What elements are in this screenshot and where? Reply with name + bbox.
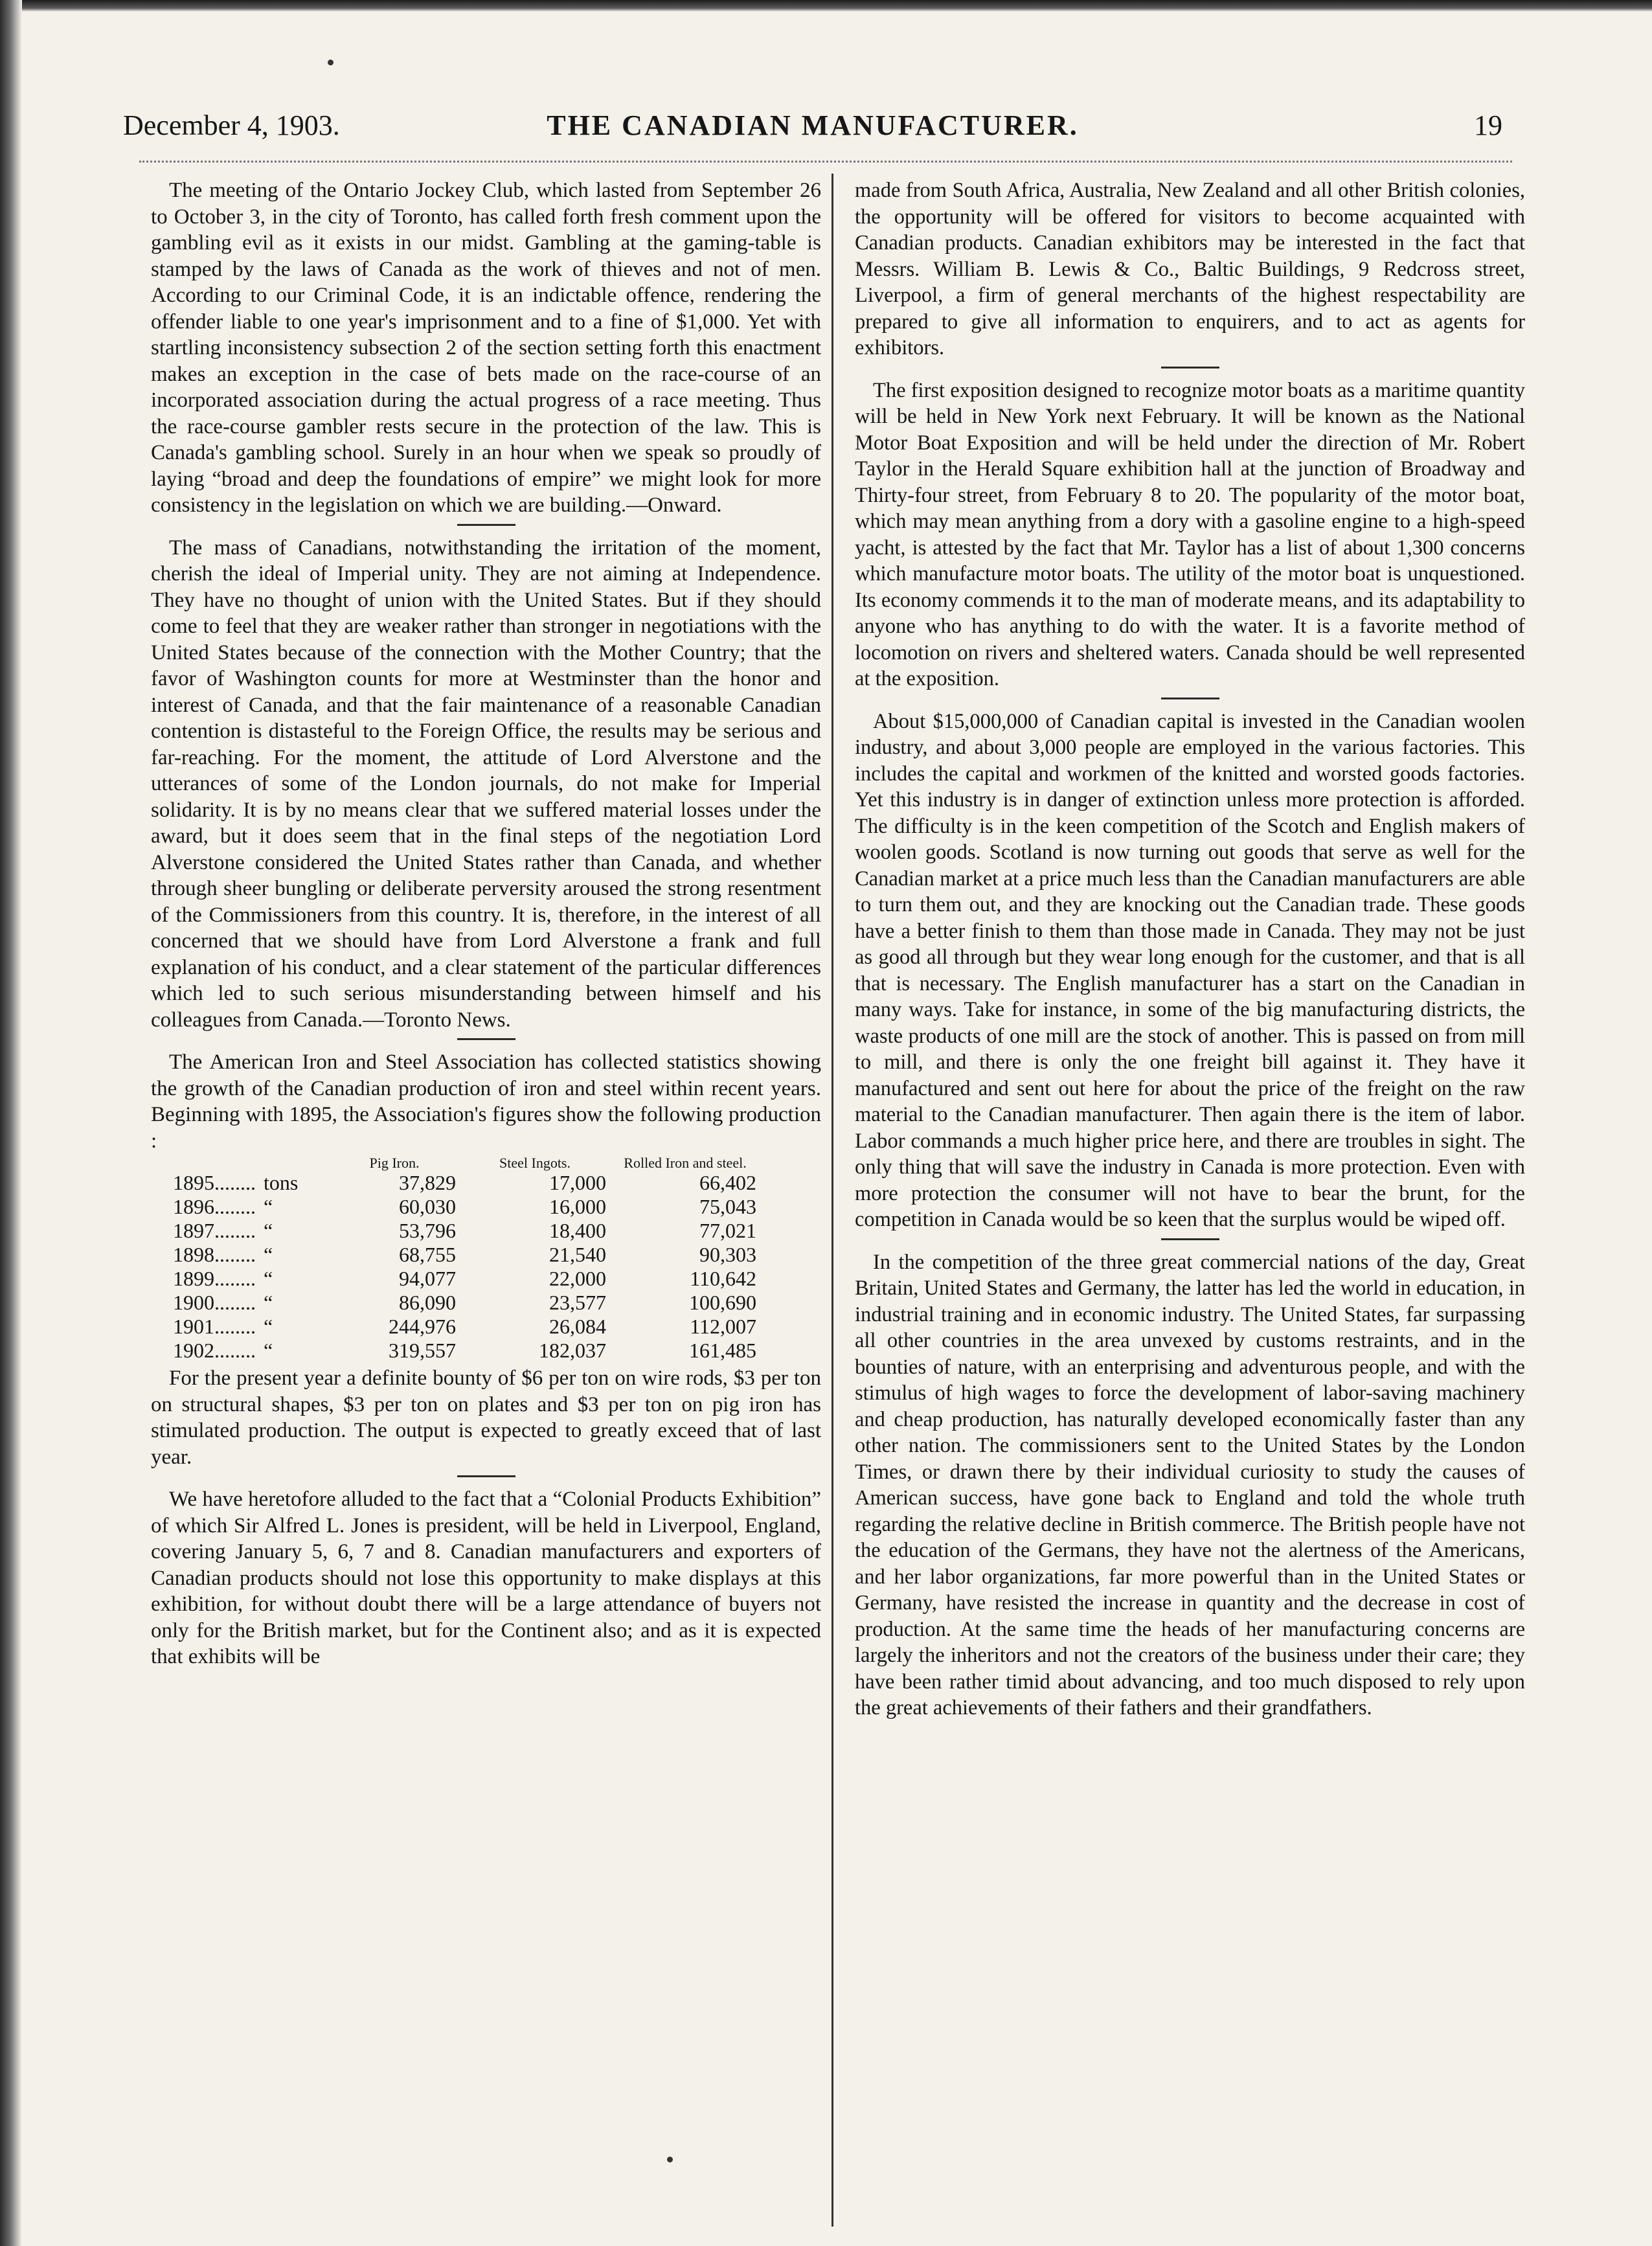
table-header-row: [169, 1155, 760, 1171]
scan-edge-left: [0, 0, 22, 2246]
article-imperial-unity: The mass of Canadians, notwithstanding the irritation of the moment, cherish the ideal of Imperial unity. They are not aiming at Independence. They have no thought of union with the United States. But if they should come to feel that they are weaker rather than stronger in negotiations with the United States because of the connection with the Mother Country; that the favor of Washington counts for more at Westminster than the honor and interest of Canada, and that the fair maintenance of a reasonable Canadian contention is distasteful to the Foreign Office, the results may be serious and far-reaching. For the moment, the attitude of Lord Alverstone and the utterances of some of the London journals, do not make for Imperial solidarity. It is by no means clear that we suffered material losses under the award, but it does seem that in the final steps of the negotiation Lord Alverstone considered the United States rather than Canada, and whether through sheer bungling or deliberate perversity aroused the strong resentment of the Commissioners from this country. It is, therefore, in the interest of all concerned that we should have from Lord Alverstone a frank and full explanation of his conduct, and a clear statement of the particular differences which led to such serious misunderstanding between himself and his colleagues from Canada.—Toronto News.: [151, 536, 821, 1032]
article-colonial-exhibition-continued: made from South Africa, Australia, New Zealand and all other British colonies, the opportunity will be offered for visitors to become acquainted with Canadian products. Canadian exhibitors may be interested in the fact that Messrs. William B. Lewis & Co., Baltic Buildings, 9 Redcross street, Liverpool, a firm of general merchants of the highest respectability are prepared to give all information to enquirers, and to act as agents for exhibitors.: [855, 179, 1525, 359]
article-woolen-industry: About $15,000,000 of Canadian capital is invested in the Canadian woolen industry, and about 3,000 people are employed in the various factories. This includes the capital and workmen of the knitted and worsted goods factories. Yet this industry is in danger of extinction unless more protection is afforded. The difficulty is in the keen competition of the Scotch and English makers of woolen goods. Scotland is now turning out goods that serve as well for the Canadian market at a price much less than the Canadian manufacturers are able to turn them out, and they are knocking out the Canadian trade. These goods have a better finish to them than those made in Canada. They may not be just as good all through but they wear long enough for the customer, and that is all that is necessary. The English manufacturer has a start on the Canadian in many ways. Take for instance, in some of the big manufacturing districts, the waste products of one mill are the stock of another. This is passed on from mill to mill, and there is only the one freight bill against it. They have it manufactured and sent out here for about the price of the freight on the raw material to the Canadian manufacturer. Then again there is the item of labor. Labor commands a much higher price here, and there are troubles in sight. The only thing that will save the industry in Canada is more protection. Even with more protection the consumer will not have to bear the brunt, for the competition in Canada would be so keen that the surplus would be wiped off.: [855, 709, 1525, 1231]
table-row: 1898........ “ 68,755 21,540 90,303: [173, 1243, 756, 1266]
article-separator: [1161, 698, 1219, 699]
publication-title: THE CANADIAN MANUFACTURER.: [547, 109, 1079, 141]
article-separator: [457, 524, 515, 526]
article-bounty: For the present year a definite bounty of $6 per ton on wire rods, $3 per ton on structural shapes, $3 per ton on plates and $3 per ton on pig iron has stimulated production. The output is expected to greatly exceed that of last year.: [151, 1367, 821, 1469]
article-colonial-exhibition: We have heretofore alluded to the fact that a “Colonial Products Exhibition” of which Sir Alfred L. Jones is president, will be held in Liverpool, England, covering January 5, 6, 7 and 8. Canadian manufacturers and exporters of Canadian products should not lose this opportunity to make displays at this exhibition, for without doubt there will be a large attendance of buyers not only for the British market, but for the Continent also; and as it is expected that exhibits will be: [151, 1488, 821, 1668]
ink-speck: [667, 2157, 673, 2162]
scan-edge-top: [0, 0, 1652, 12]
column-divider: [832, 174, 833, 2227]
article-separator: [1161, 367, 1219, 369]
article-commercial-nations: In the competition of the three great commercial nations of the day, Great Britain, United States and Germany, the latter has led the world in education, in industrial training and in economic industry. The United States, far surpassing all other countries in the area unvexed by customs restraints, and in the bounties of nature, with an enterprising and adventurous people, and with the stimulus of high wages to force the development of labor-saving machinery and cheap production, has naturally developed economically faster than any other nation. The commissioners sent to the United States by the London Times, or drawn there by their individual curiosity to study the causes of American success, have gone back to England and told the whole truth regarding the relative decline in British commerce. The British people have not the education of the Germans, they have not the alertness of the Americans, and her labor organizations, far more powerful than in the United States or Germany, have resisted the increase in quantity and the decrease in cost of production. At the same time the heads of her manufacturing concerns are largely the inheritors and not the creators of the business under their care; they have been rather timid about advancing, and too much disposed to rely upon the great achievements of their fathers and their grandfathers.: [855, 1250, 1525, 1719]
production-table: [169, 1155, 760, 1363]
table-row: 1895........ tons 37,829 17,000 66,402: [173, 1171, 756, 1194]
right-column: [855, 177, 1525, 1721]
article-separator: [457, 1038, 515, 1040]
page-header: [123, 109, 1502, 154]
column-header-rolled-iron: Rolled Iron and steel.: [624, 1155, 747, 1171]
column-header-pig-iron: Pig Iron.: [369, 1155, 420, 1171]
header-rule: [139, 161, 1512, 163]
article-separator: [457, 1475, 515, 1477]
article-separator: [1161, 1238, 1219, 1240]
article-motor-boats: The first exposition designed to recognize motor boats as a maritime quantity will be held in New York next February. It will be known as the National Motor Boat Exposition and will be held under the direction of Mr. Robert Taylor in the Herald Square exhibition hall at the junction of Broadway and Thirty-four street, from February 8 to 20. The popularity of the motor boat, which may mean anything from a dory with a gasoline engine to a high-speed yacht, is attested by the fact that Mr. Taylor has a list of about 1,300 concerns which manufacture motor boats. The utility of the motor boat is unquestioned. Its economy commends it to the man of moderate means, and its adaptability to anyone who has anything to do with the water. It is a favorite method of locomotion on rivers and sheltered waters. Canada should be well represented at the exposition.: [855, 378, 1525, 690]
left-column: [151, 177, 821, 1670]
column-header-steel-ingots: Steel Ingots.: [499, 1155, 571, 1171]
table-row: 1902........ “ 319,557 182,037 161,485: [173, 1339, 756, 1362]
page-number: 19: [1474, 109, 1502, 141]
article-jockey-club: The meeting of the Ontario Jockey Club, which lasted from September 26 to October 3, in the city of Toronto, has called forth fresh comment upon the gambling evil as it exists in our midst. Gambling at the gaming-table is stamped by the laws of Canada as the work of thieves and not of men. According to our Criminal Code, it is an indictable offence, rendering the offender liable to one year's imprisonment and to a fine of $1,000. Yet with startling inconsistency subsection 2 of the section setting forth this enactment makes an exception in the case of bets made on the race-course of an incorporated association during the actual progress of a race meeting. Thus the race-course gambler rests secure in the protection of the law. This is Canada's gambling school. Surely in an hour when we speak so proudly of laying “broad and deep the foundations of empire” we might look for more consistency in the legislation on which we are building.—Onward.: [151, 179, 821, 517]
article-iron-steel: The American Iron and Steel Association has collected statistics showing the growth of the Canadian production of iron and steel within recent years. Beginning with 1895, the Association's figures show the following production :: [151, 1050, 821, 1153]
issue-date: December 4, 1903.: [123, 109, 340, 141]
table-row: 1900........ “ 86,090 23,577 100,690: [173, 1291, 756, 1314]
table-row: 1896........ “ 60,030 16,000 75,043: [173, 1195, 756, 1218]
table-row: 1899........ “ 94,077 22,000 110,642: [173, 1267, 756, 1290]
ink-speck: [328, 60, 334, 65]
table-row: 1897........ “ 53,796 18,400 77,021: [173, 1219, 756, 1242]
table-row: 1901........ “ 244,976 26,084 112,007: [173, 1315, 756, 1338]
